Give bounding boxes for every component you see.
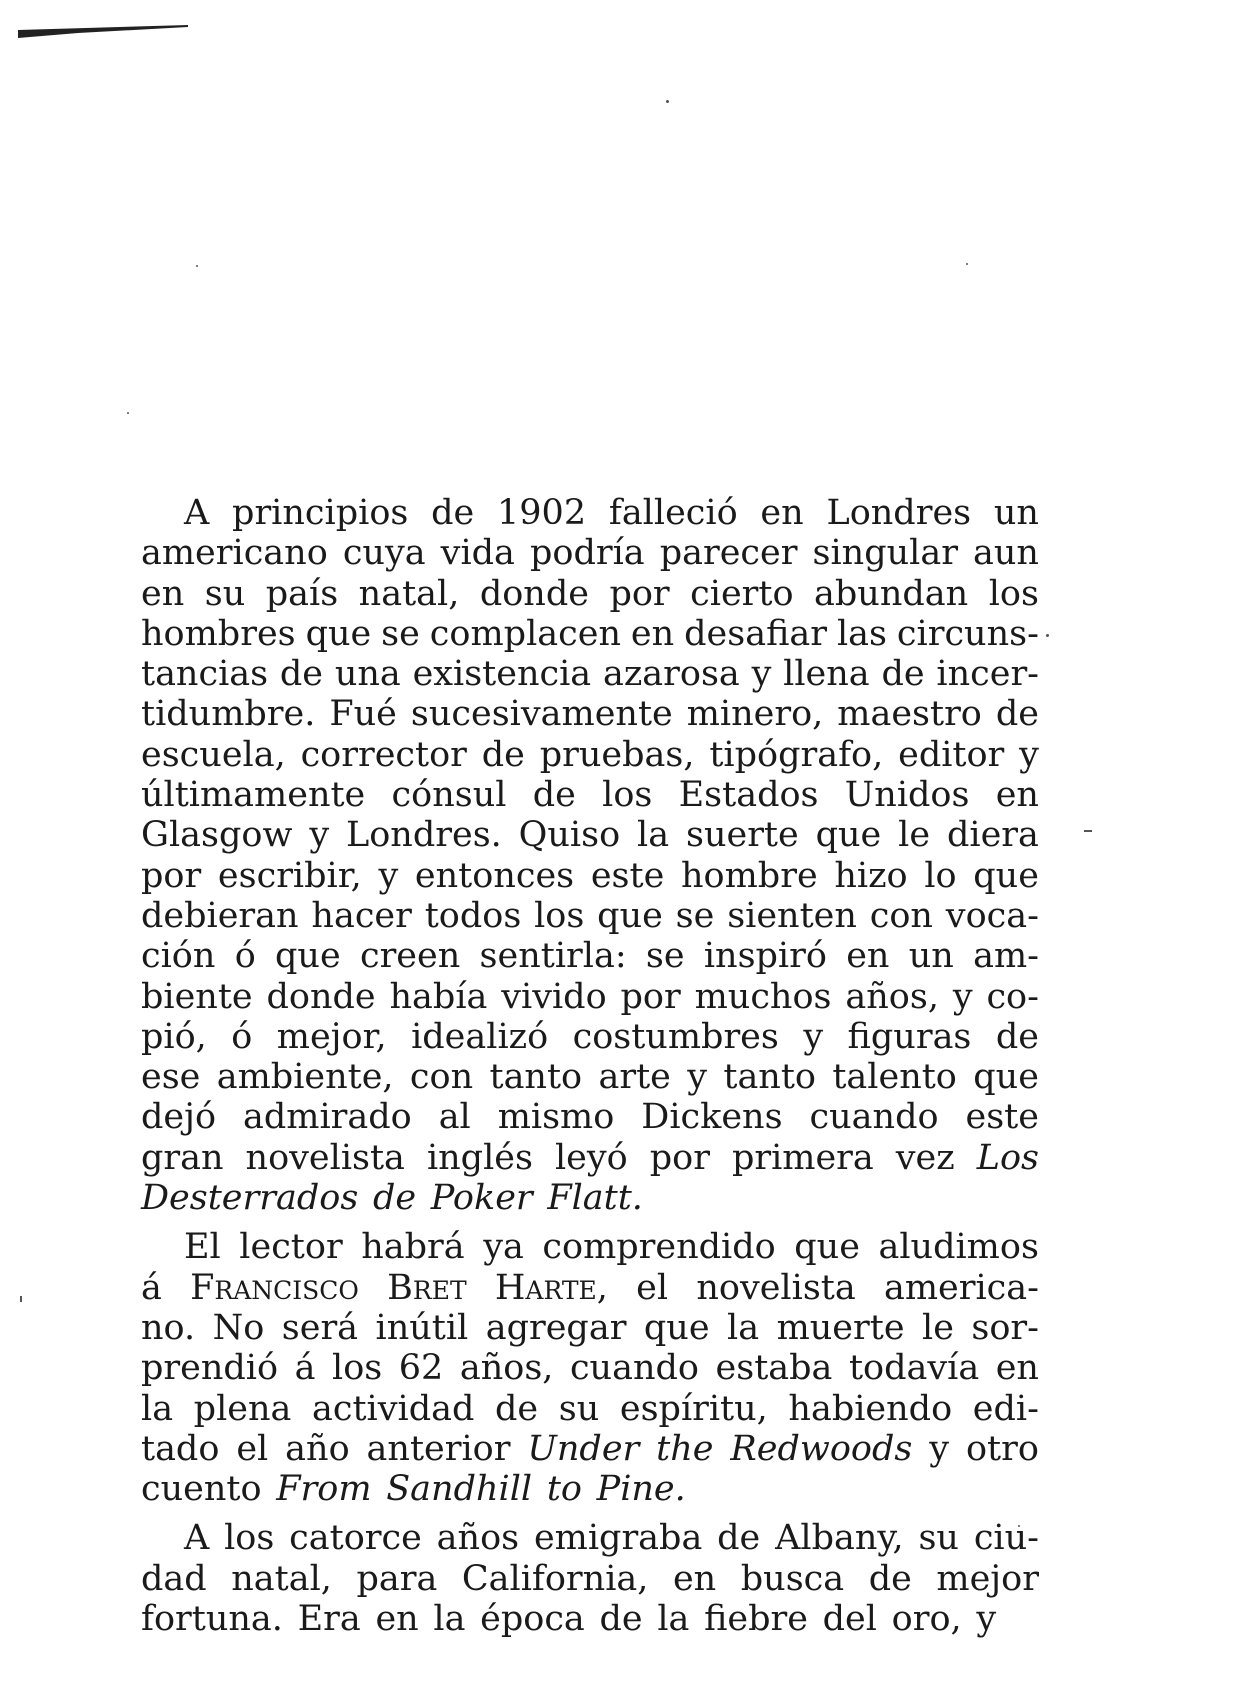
word: pió, — [141, 1016, 207, 1057]
word: estaba — [715, 1348, 833, 1389]
word: pruebas, — [539, 734, 695, 775]
word: de — [599, 1599, 643, 1640]
scan-speck — [666, 100, 669, 103]
word: que — [305, 613, 372, 654]
word: tanto — [723, 1057, 816, 1098]
scan-speck — [196, 265, 198, 267]
word: Francisco — [190, 1267, 359, 1308]
word: primera — [731, 1137, 874, 1178]
word: época — [480, 1599, 585, 1640]
word: no. — [141, 1307, 196, 1348]
word: le — [922, 1307, 954, 1348]
word: agregar — [485, 1307, 627, 1348]
word: figuras — [847, 1016, 972, 1057]
word: de — [279, 654, 324, 695]
text-line — [141, 1599, 1039, 1639]
word: to — [546, 1469, 582, 1510]
word: que — [815, 815, 882, 856]
word: tancias — [141, 654, 269, 695]
word: lo — [924, 855, 957, 896]
text-line — [141, 1138, 1039, 1178]
word: sentirla: — [479, 936, 627, 977]
word: plena — [193, 1388, 292, 1429]
scan-speck — [20, 1296, 22, 1302]
word: dejó — [141, 1097, 217, 1138]
word: catorce — [289, 1518, 422, 1559]
word: Poker — [430, 1178, 533, 1219]
word: vez — [895, 1137, 955, 1178]
word: últimamente — [141, 775, 366, 816]
word: idealizó — [411, 1016, 549, 1057]
word: inútil — [375, 1307, 469, 1348]
word: vivido — [501, 976, 607, 1017]
word: natal, — [358, 573, 460, 614]
word: que — [643, 1307, 710, 1348]
word: al — [438, 1097, 471, 1138]
word: por — [649, 1137, 710, 1178]
text-line — [141, 856, 1039, 896]
text-line — [141, 735, 1039, 775]
word: El — [184, 1227, 221, 1268]
word: los — [332, 1348, 383, 1389]
word: donde — [266, 976, 376, 1017]
word: Redwoods — [730, 1428, 913, 1469]
word: americano — [141, 533, 328, 574]
word: y — [803, 1016, 824, 1057]
word: ambiente, — [216, 1057, 394, 1098]
word: de — [532, 775, 576, 816]
word: de — [995, 694, 1039, 735]
paragraph-gap — [141, 1509, 1039, 1518]
word: anterior — [366, 1428, 511, 1469]
word: muerte — [776, 1307, 905, 1348]
word: diera — [946, 815, 1039, 856]
word: mismo — [497, 1097, 615, 1138]
word: sor- — [971, 1307, 1039, 1348]
word: dad — [141, 1558, 207, 1599]
word: del — [822, 1599, 877, 1640]
word: de — [481, 734, 525, 775]
text-line — [141, 1057, 1039, 1097]
word: mejor — [936, 1558, 1039, 1599]
text-line — [141, 574, 1039, 614]
word: talento — [832, 1057, 957, 1098]
text-line — [141, 775, 1039, 815]
word: tado — [141, 1428, 220, 1469]
word: falleció — [608, 493, 738, 533]
word: en — [760, 493, 804, 533]
word: From — [276, 1469, 372, 1510]
word: aun — [973, 533, 1039, 574]
word: podría — [529, 533, 645, 574]
word: que — [597, 895, 663, 936]
word: los — [224, 1518, 275, 1559]
text-line — [141, 1308, 1039, 1348]
text-line — [141, 1097, 1039, 1137]
word: circuns- — [896, 613, 1039, 654]
word: escuela, — [141, 734, 286, 775]
word: de — [717, 1518, 761, 1559]
word: Fué — [329, 694, 397, 735]
word: No — [212, 1307, 265, 1348]
word: incer- — [936, 654, 1039, 695]
word: muchos — [694, 976, 832, 1017]
word: todavía — [848, 1348, 980, 1389]
word: Under — [527, 1428, 640, 1469]
word: y — [687, 1057, 708, 1098]
word: de — [868, 1558, 912, 1599]
word: hizo — [834, 855, 908, 896]
word: Los — [976, 1137, 1039, 1178]
word: parecer — [659, 533, 798, 574]
word: había — [389, 976, 488, 1017]
word: hacer — [311, 895, 412, 936]
word: su — [558, 1388, 600, 1429]
page-body — [141, 493, 1039, 1639]
word: sienten — [727, 895, 857, 936]
word: en — [995, 1348, 1039, 1389]
word: abundan — [814, 573, 969, 614]
scan-speck — [127, 412, 129, 414]
word: cuya — [342, 533, 426, 574]
word: año — [285, 1428, 350, 1469]
word: voca- — [945, 895, 1039, 936]
word: le — [898, 815, 931, 856]
word: Londres. — [345, 815, 502, 856]
text-line — [141, 977, 1039, 1017]
word: co- — [986, 976, 1039, 1017]
word: Estados — [678, 775, 819, 816]
word: ó — [234, 936, 256, 977]
text-line — [141, 896, 1039, 936]
word: Quiso — [518, 815, 621, 856]
word: un — [908, 936, 954, 977]
word: en — [375, 1599, 419, 1640]
word: su — [204, 573, 246, 614]
word: los — [988, 573, 1039, 614]
word: leyó — [554, 1137, 628, 1178]
text-line — [141, 654, 1039, 694]
word: Pine. — [596, 1469, 686, 1510]
word: sucesivamente — [410, 694, 673, 735]
word: que — [275, 936, 341, 977]
word: suerte — [685, 815, 799, 856]
word: otro — [965, 1428, 1039, 1469]
word: y — [976, 1599, 997, 1640]
word: Bret — [387, 1267, 467, 1308]
word: la — [727, 1307, 760, 1348]
word: fortuna. — [141, 1599, 283, 1640]
word: de — [372, 1178, 417, 1219]
word: cuando — [809, 1097, 939, 1138]
text-line — [141, 936, 1039, 976]
text-line — [141, 1559, 1039, 1599]
word: en — [995, 775, 1039, 816]
word: gran — [141, 1137, 224, 1178]
word: el — [636, 1267, 669, 1308]
word: los — [602, 775, 653, 816]
word: inglés — [426, 1137, 533, 1178]
word: singular — [812, 533, 958, 574]
word: inspiró — [703, 936, 827, 977]
word: que — [794, 1227, 860, 1268]
paragraph-gap — [141, 1218, 1039, 1227]
word: será — [281, 1307, 359, 1348]
text-line — [141, 1429, 1039, 1469]
text-line — [141, 815, 1039, 855]
word: con — [409, 1057, 474, 1098]
word: ciu- — [973, 1518, 1039, 1559]
word: por — [141, 855, 202, 896]
word: edi- — [972, 1388, 1039, 1429]
word: Flatt. — [547, 1178, 643, 1219]
word: lector — [239, 1227, 343, 1268]
word: aludimos — [878, 1227, 1039, 1268]
text-line — [141, 1268, 1039, 1308]
word: de — [881, 654, 925, 695]
text-line — [141, 1178, 1039, 1218]
word: azarosa — [602, 654, 740, 695]
word: en — [630, 613, 675, 654]
word: y — [378, 855, 399, 896]
word: á — [141, 1267, 162, 1308]
word: arte — [598, 1057, 671, 1098]
word: que — [973, 855, 1039, 896]
word: desafiar — [684, 613, 828, 654]
word: costumbres — [572, 1016, 779, 1057]
word: este — [590, 855, 665, 896]
word: la — [433, 1599, 466, 1640]
word: país — [265, 573, 339, 614]
text-line — [141, 1017, 1039, 1057]
text-line — [141, 614, 1039, 654]
word: actividad — [312, 1388, 475, 1429]
word: cónsul — [391, 775, 507, 816]
word: Sandhill — [386, 1469, 533, 1510]
word: Harte, — [494, 1267, 608, 1308]
word: tidumbre. — [141, 694, 316, 735]
word: escribir, — [217, 855, 362, 896]
word: natal, — [231, 1558, 332, 1599]
word: este — [965, 1097, 1039, 1138]
scan-speck — [1084, 830, 1092, 832]
word: de — [495, 1388, 539, 1429]
word: ción — [141, 936, 216, 977]
word: y — [1019, 734, 1039, 775]
word: A — [184, 1518, 210, 1559]
word: ó — [231, 1016, 253, 1057]
word: 62 — [398, 1348, 444, 1389]
word: en — [672, 1558, 717, 1599]
word: y — [929, 1428, 950, 1469]
word: en — [141, 573, 185, 614]
word: Dickens — [641, 1097, 783, 1138]
word: una — [334, 654, 401, 695]
word: su — [918, 1518, 959, 1559]
text-line — [141, 694, 1039, 734]
word: á — [294, 1348, 316, 1389]
word: por — [609, 573, 670, 614]
word: años, — [845, 976, 939, 1017]
word: por — [620, 976, 681, 1017]
word: se — [645, 936, 685, 977]
word: de — [995, 1016, 1039, 1057]
word: y — [751, 654, 772, 695]
word: america- — [883, 1267, 1039, 1308]
word: que — [973, 1057, 1039, 1098]
word: Era — [297, 1599, 361, 1640]
word: am- — [973, 936, 1039, 977]
word: se — [381, 613, 420, 654]
scan-edge-mark — [18, 24, 188, 40]
word: y — [952, 976, 973, 1017]
text-line — [141, 1518, 1039, 1558]
word: ese — [141, 1057, 201, 1098]
word: 1902 — [497, 493, 587, 533]
text-line — [141, 1389, 1039, 1429]
word: la — [657, 1599, 690, 1640]
word: ya — [483, 1227, 524, 1268]
word: principios — [232, 493, 409, 533]
word: creen — [359, 936, 461, 977]
word: California, — [461, 1558, 649, 1599]
word: novelista — [245, 1137, 405, 1178]
word: cierto — [690, 573, 794, 614]
text-line — [141, 533, 1039, 573]
word: tipógrafo, — [709, 734, 884, 775]
word: the — [656, 1428, 714, 1469]
word: con — [869, 895, 933, 936]
word: llena — [783, 654, 870, 695]
word: espíritu, — [619, 1388, 768, 1429]
word: la — [141, 1388, 174, 1429]
text-line — [141, 1227, 1039, 1267]
word: de — [431, 493, 475, 533]
word: debieran — [141, 895, 299, 936]
word: corrector — [300, 734, 467, 775]
word: se — [675, 895, 715, 936]
word: maestro — [837, 694, 982, 735]
word: oro, — [891, 1599, 962, 1640]
word: para — [356, 1558, 438, 1599]
word: donde — [479, 573, 589, 614]
word: busca — [740, 1558, 845, 1599]
word: todos — [424, 895, 522, 936]
word: la — [637, 815, 670, 856]
word: minero, — [686, 694, 824, 735]
word: biente — [141, 976, 253, 1017]
word: Albany, — [775, 1518, 904, 1559]
word: existencia — [412, 654, 592, 695]
word: habrá — [361, 1227, 465, 1268]
word: habiendo — [788, 1388, 953, 1429]
word: hombres — [141, 613, 296, 654]
word: editor — [898, 734, 1005, 775]
text-line — [141, 493, 1039, 533]
word: hombre — [681, 855, 818, 896]
word: prendió — [141, 1348, 279, 1389]
word: los — [534, 895, 585, 936]
word: tanto — [489, 1057, 583, 1098]
word: emigraba — [533, 1518, 703, 1559]
word: un — [993, 493, 1039, 533]
word: Unidos — [844, 775, 970, 816]
word: admirado — [243, 1097, 412, 1138]
word: y — [309, 815, 330, 856]
word: Desterrados — [141, 1178, 359, 1219]
word: años — [436, 1518, 520, 1559]
text-line — [141, 1348, 1039, 1388]
word: cuando — [569, 1348, 699, 1389]
word: el — [236, 1428, 269, 1469]
word: Glasgow — [141, 815, 293, 856]
scan-speck — [966, 263, 968, 265]
word: cuento — [141, 1469, 262, 1510]
word: mejor, — [276, 1016, 387, 1057]
word: complacen — [429, 613, 621, 654]
word: fiebre — [704, 1599, 808, 1640]
word: vida — [440, 533, 515, 574]
word: las — [836, 613, 887, 654]
word: Londres — [826, 493, 972, 533]
word: novelista — [696, 1267, 856, 1308]
word: entonces — [414, 855, 575, 896]
word: comprendido — [542, 1227, 776, 1268]
word: años, — [459, 1348, 554, 1389]
scan-speck — [1046, 634, 1049, 637]
word: A — [184, 493, 210, 533]
text-line — [141, 1469, 1039, 1509]
word: en — [846, 936, 890, 977]
